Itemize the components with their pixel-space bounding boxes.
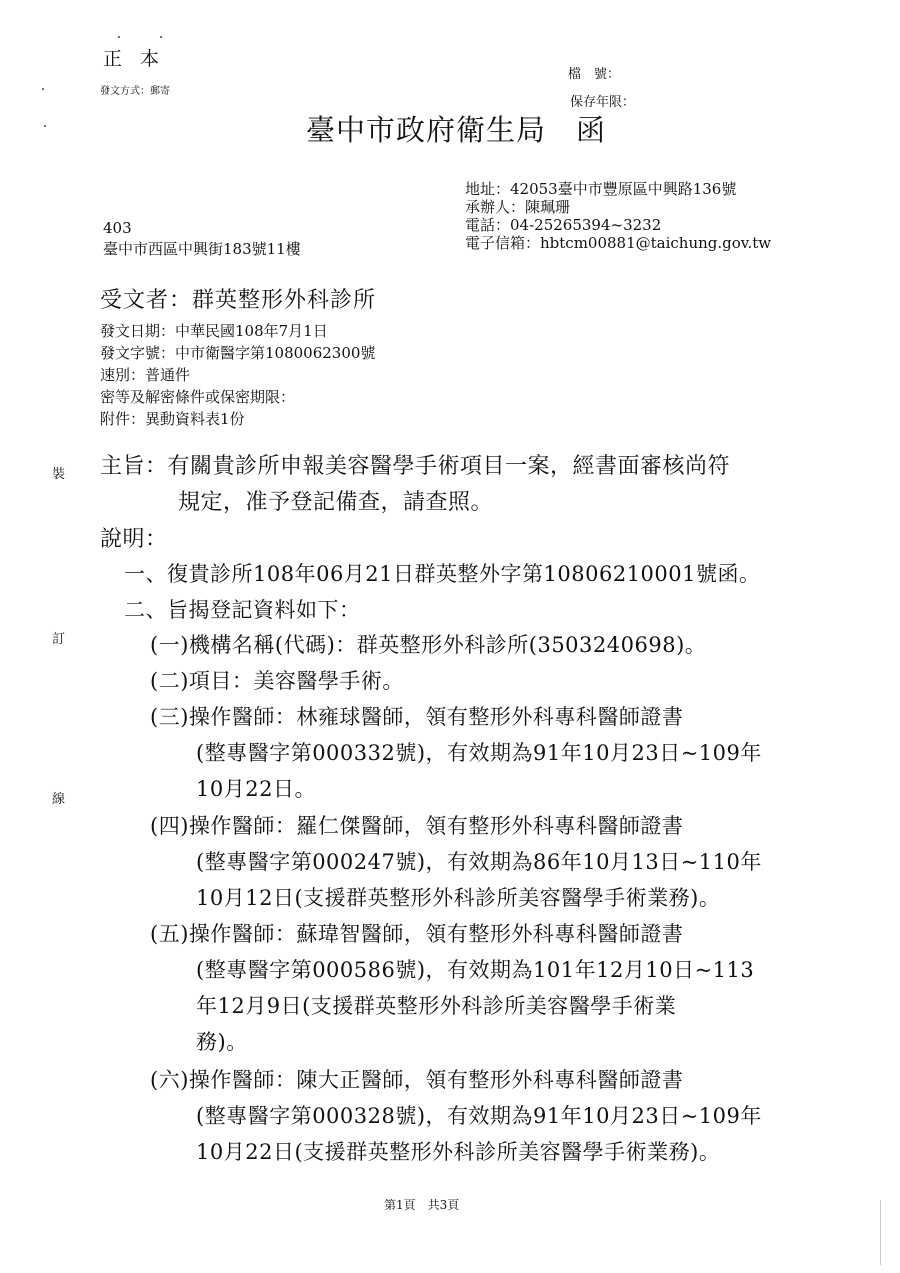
- subject-line-1: 主旨：有關貴診所申報美容醫學手術項目一案，經書面審核尚符: [100, 454, 731, 479]
- explanation-sub-3-line-3: 10月22日。: [196, 777, 316, 801]
- issue-date: 發文日期：中華民國108年7月1日: [100, 322, 328, 340]
- explanation-sub-6-line-2: (整專醫字第000328號)，有效期為91年10月23日~109年: [196, 1104, 762, 1128]
- scan-speck: [160, 36, 162, 38]
- explanation-sub-4-line-1: (四)操作醫師：羅仁傑醫師，領有整形外科專科醫師證書: [150, 814, 684, 838]
- contact-address: 地址：42053臺中市豐原區中興路136號: [465, 180, 737, 198]
- recipient: 受文者：群英整形外科診所: [100, 288, 377, 313]
- secrecy: 密等及解密條件或保密期限：: [100, 388, 296, 406]
- copy-label: 正本: [103, 48, 178, 70]
- explanation-sub-3-line-1: (三)操作醫師：林雍球醫師，領有整形外科專科醫師證書: [150, 705, 684, 729]
- explanation-sub-1: (一)機構名稱(代碼)：群英整形外科診所(3503240698)。: [150, 633, 707, 657]
- explanation-item-2: 二、旨揭登記資料如下：: [124, 598, 361, 622]
- recipient-street: 臺中市西區中興街183號11樓: [103, 240, 301, 258]
- explanation-heading: 說明：: [100, 527, 168, 552]
- explanation-sub-5-line-2: (整專醫字第000586號)，有效期為101年12月10日~113: [196, 958, 755, 982]
- explanation-sub-6-line-1: (六)操作醫師：陳大正醫師，領有整形外科專科醫師證書: [150, 1068, 684, 1092]
- explanation-sub-5-line-3: 年12月9日(支援群英整形外科診所美容醫學手術業: [196, 994, 677, 1018]
- agency-name: 臺中市政府衛生局: [306, 113, 547, 147]
- archive-number-label: 檔 號：: [568, 67, 621, 82]
- retention-period-label: 保存年限：: [570, 95, 636, 110]
- attachment: 附件：異動資料表1份: [100, 410, 245, 428]
- explanation-sub-6-line-3: 10月22日(支援群英整形外科診所美容醫學手術業務)。: [196, 1140, 721, 1164]
- contact-email: 電子信箱：hbtcm00881@taichung.gov.tw: [465, 234, 772, 252]
- send-method: 發文方式：郵寄: [100, 86, 170, 97]
- explanation-sub-3-line-2: (整專醫字第000332號)，有效期為91年10月23日~109年: [196, 741, 762, 765]
- explanation-sub-5-line-4: 務)。: [196, 1030, 248, 1054]
- margin-mark-line: 線: [52, 792, 66, 807]
- scan-speck: [42, 88, 44, 90]
- margin-mark-staple: 訂: [52, 632, 66, 647]
- recipient-postal-code: 403: [103, 219, 132, 237]
- scan-speck: [44, 125, 46, 127]
- contact-phone: 電話：04-25265394~3232: [465, 216, 662, 234]
- margin-mark-bind: 裝: [52, 467, 66, 482]
- scan-speck: [118, 36, 120, 38]
- explanation-item-1: 一、復貴診所108年06月21日群英整外字第10806210001號函。: [124, 562, 761, 586]
- doc-type: 函: [576, 113, 607, 147]
- speed: 速別：普通件: [100, 366, 191, 384]
- explanation-sub-4-line-3: 10月12日(支援群英整形外科診所美容醫學手術業務)。: [196, 886, 721, 910]
- doc-number: 發文字號：中市衛醫字第1080062300號: [100, 344, 376, 362]
- agency-title: [306, 108, 606, 149]
- explanation-sub-2: (二)項目：美容醫學手術。: [150, 669, 404, 693]
- contact-handler: 承辦人：陳珮珊: [465, 198, 571, 216]
- subject-line-2: 規定，准予登記備查，請查照。: [178, 490, 494, 515]
- scan-edge-line: [880, 1200, 881, 1265]
- explanation-sub-5-line-1: (五)操作醫師：蘇瑋智醫師，領有整形外科專科醫師證書: [150, 922, 684, 946]
- page-footer: 第1頁 共3頁: [384, 1198, 460, 1212]
- explanation-sub-4-line-2: (整專醫字第000247號)，有效期為86年10月13日~110年: [196, 850, 762, 874]
